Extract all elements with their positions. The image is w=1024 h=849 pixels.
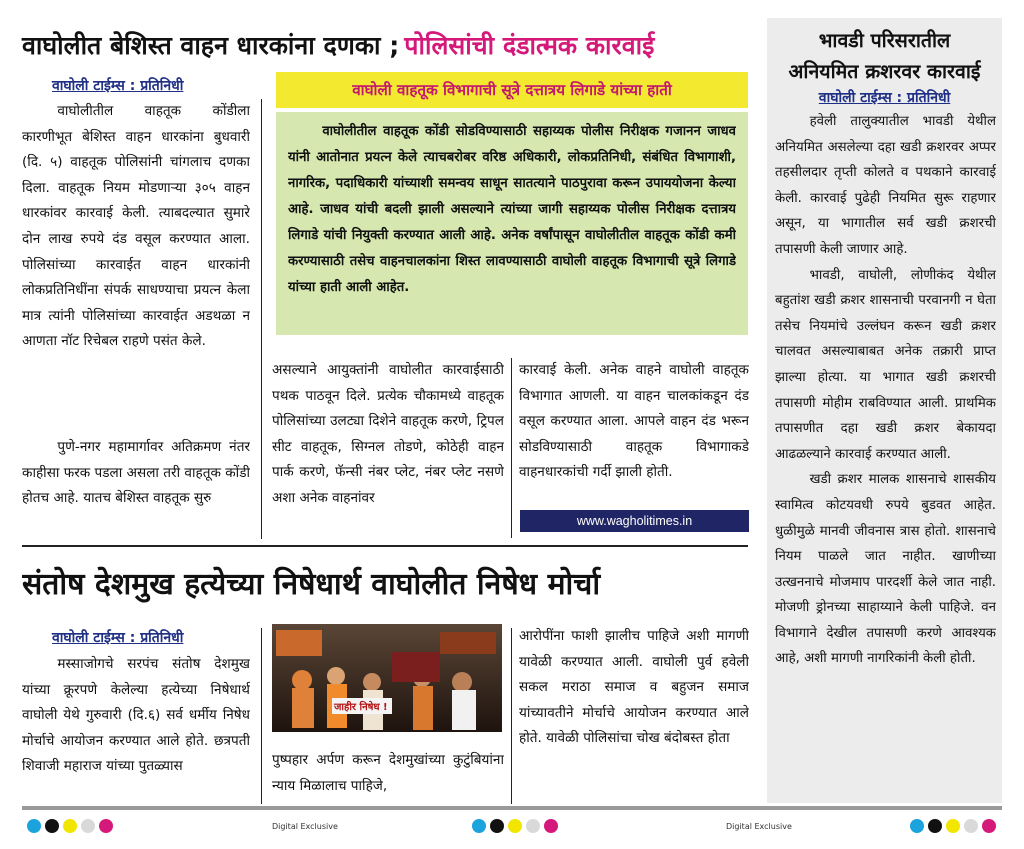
website-strip[interactable] xyxy=(520,510,749,532)
article2-byline: वाघोली टाईम्स : प्रतिनिधी xyxy=(52,630,184,646)
protest-photo-banner: जाहीर निषेध ! xyxy=(334,702,388,713)
article1-headline xyxy=(22,28,762,68)
reg-dot-cyan xyxy=(472,819,486,833)
reg-dot-black xyxy=(490,819,504,833)
reg-dot-black xyxy=(928,819,942,833)
reg-dot-cyan xyxy=(27,819,41,833)
footer-rule xyxy=(22,806,1002,810)
article1-col1-p2: पुणे-नगर महामार्गावर अतिक्रमण नंतर काहीसा फरक पडला असला तरी वाहतूक कोंडी होतच आहे. यातच बेशिस्त वाहतूक सुरु xyxy=(22,439,250,507)
reg-dot-magenta xyxy=(544,819,558,833)
article1-headline-accent: पोलिसांची दंडात्मक कारवाई xyxy=(404,31,655,60)
article1-col2: असल्याने आयुक्तांनी वाघोलीत कारवाईसाठी पथक पाठवून दिले. प्रत्येक चौकामध्ये वाहतूक पोलिसांच्या उलट्या दिशेने वाहतूक करणे, ट्रिपल सीट वाहतूक, सिग्नल तोडणे, कोठेही वाहन पार्क करणे, फॅन्सी नंबर प्लेट, नंबर प्लेट नसणे अशा अनेक वाहनांवर xyxy=(272,362,504,506)
reg-dot-gray xyxy=(81,819,95,833)
article1-separator-1 xyxy=(261,99,262,539)
boxed-title: वाघोली वाहतूक विभागाची सूत्रे दत्तात्रय लिगाडे यांच्या हाती xyxy=(352,81,672,99)
boxed-body xyxy=(276,112,748,335)
reg-dot-magenta xyxy=(982,819,996,833)
article2-separator-2 xyxy=(511,628,512,804)
footer-label-right: Digital Exclusive xyxy=(726,822,792,831)
reg-dot-magenta xyxy=(99,819,113,833)
reg-dot-gray xyxy=(526,819,540,833)
website-link[interactable]: www.wagholitimes.in xyxy=(576,514,693,528)
article1-col1-p1: वाघोलीतील वाहतूक कोंडीला कारणीभूत बेशिस्त वाहन धारकांना बुधवारी (दि. ५) वाहतूक पोलिसांनी चांगलाच दणका दिला. वाहतूक नियम मोडणाऱ्या ३०५ वाहन धारकांवर कारवाई केली. त्याबदल्यात सुमारे दोन लाख रुपये दंड वसूल करण्यात आला. पोलिसांच्या कारवाईत वाहन धारकांनी लोकप्रतिनिधींना संपर्क साधण्याचा प्रयत्न केला मात्र त्यांनी पोलिसांच्या कारवाईत अडथळा न आणता नॉट रिचेबल राहणे पसंत केले. xyxy=(22,103,250,350)
sidebar-byline: वाघोली टाईम्स : प्रतिनिधी xyxy=(818,90,951,106)
sidebar-p2: भावडी, वाघोली, लोणीकंद येथील बहुतांश खडी क्रशर शासनाची परवानगी न घेता तसेच नियमांचे उल्लंघन करून खडी क्रशर चालवत असल्याबाबत अनेक तक्रारी प्राप्त झाल्या होत्या. या भागात खडी क्रशरची तपासणी मोहीम राबविण्यात आली. प्राथमिक तपासणीत दहा खडी क्रशर बेकायदा आढळल्याने कारवाई करण्यात आली. xyxy=(775,267,996,462)
article2-separator-1 xyxy=(261,628,262,804)
article1-separator-2 xyxy=(511,358,512,538)
protest-photo xyxy=(272,624,502,732)
footer-label-center: Digital Exclusive xyxy=(272,822,338,831)
article2-col2: पुष्पहार अर्पण करून देशमुखांच्या कुटुंबियांना न्याय मिळालाच पाहिजे, xyxy=(272,752,504,794)
reg-dot-yellow xyxy=(946,819,960,833)
reg-dot-black xyxy=(45,819,59,833)
protest-photo-art xyxy=(272,624,502,732)
sidebar xyxy=(767,18,1002,803)
sidebar-p3: खडी क्रशर मालक शासनाचे शासकीय स्वामित्व कोटयवधी रुपये बुडवत आहेत. धुळीमुळे मानवी जीवनास त्रास होतो. शासनाचे नियम पाळले जात नाहीत. खाणीच्या उत्खननाचे मोजमाप पारदर्शी केले जात नाही. मोजणी ड्रोनच्या साहाय्याने केली पाहिजे. वन विभागाने देखील तपासणी करणे आवश्यक आहे, अशी मागणी नागरिकांनी केली होती. xyxy=(775,472,996,667)
reg-dot-yellow xyxy=(63,819,77,833)
article2-col1: मस्साजोगचे सरपंच संतोष देशमुख यांच्या क्रूरपणे केलेल्या हत्येच्या निषेधार्थ वाघोली येथे गुरुवारी (दि.६) सर्व धर्मीय निषेध मोर्चाचे आयोजन करण्यात आले होते. छत्रपती शिवाजी महाराज यांच्या पुतळ्यास xyxy=(22,656,250,775)
article2-headline: संतोष देशमुख हत्येच्या निषेधार्थ वाघोलीत निषेध मोर्चा xyxy=(22,567,601,602)
sidebar-p1: हवेली तालुक्यातील भावडी येथील अनियमित असलेल्या दहा खडी क्रशरवर अप्पर तहसीलदार तृप्ती कोलते व पथकाने कारवाई केली. कारवाई पुढेही नियमित सुरू राहणार असून, या भागातील सर्व खडी क्रशरची तपासणी केली जाणार आहे. xyxy=(775,114,996,257)
sidebar-headline-line1: भावडी परिसरातील xyxy=(818,29,951,52)
boxed-text: वाघोलीतील वाहतूक कोंडी सोडविण्यासाठी सहाय्यक पोलीस निरीक्षक गजानन जाधव यांनी आतोनात प्रयत्न केले त्याचबरोबर वरिष्ठ अधिकारी, लोकप्रतिनिधी, संबंधित विभागाशी, नागरिक, पदाधिकारी यांच्याशी समन्वय साधून सातत्याने पाठपुरावा करून उपाययोजना केल्या आहे. जाधव यांची बदली झाली असल्याने त्यांच्या जागी सहाय्यक पोलीस निरीक्षक दत्तात्रय लिगाडे यांची नियुक्ती करण्यात आली आहे. अनेक वर्षांपासून वाघोलीतील वाहतूक कोंडी कमी करण्यासाठी तसेच वाहनचालकांना शिस्त लावण्यासाठी वाघोली वाहतूक विभागाची सूत्रे लिगाडे यांच्या हाती आली आहेत. xyxy=(288,124,736,295)
reg-dot-gray xyxy=(964,819,978,833)
section-divider xyxy=(22,545,748,547)
boxed-title-bar xyxy=(276,72,748,108)
article1-byline: वाघोली टाईम्स : प्रतिनिधी xyxy=(52,78,184,94)
article1-col3: कारवाई केली. अनेक वाहने वाघोली वाहतूक विभागात आणली. या वाहन चालकांकडून दंड वसूल करण्यात आला. आपले वाहन दंड भरून सोडविण्यासाठी वाहतूक विभागाकडे वाहनधारकांची गर्दी झाली होती. xyxy=(519,362,749,481)
article1-headline-main: वाघोलीत बेशिस्त वाहन धारकांना दणका ; xyxy=(22,31,400,60)
sidebar-headline-line2: अनियमित क्रशरवर कारवाई xyxy=(788,60,981,83)
article2-col3: आरोपींना फाशी झालीच पाहिजे अशी मागणी यावेळी करण्यात आली. वाघोली पुर्व हवेली सकल मराठा समाज व बहुजन समाज यांच्यावतीने मोर्चाचे आयोजन करण्यात आले होते. यावेळी पोलिसांचा चोख बंदोबस्त होता xyxy=(519,628,749,747)
reg-dot-yellow xyxy=(508,819,522,833)
reg-dot-cyan xyxy=(910,819,924,833)
